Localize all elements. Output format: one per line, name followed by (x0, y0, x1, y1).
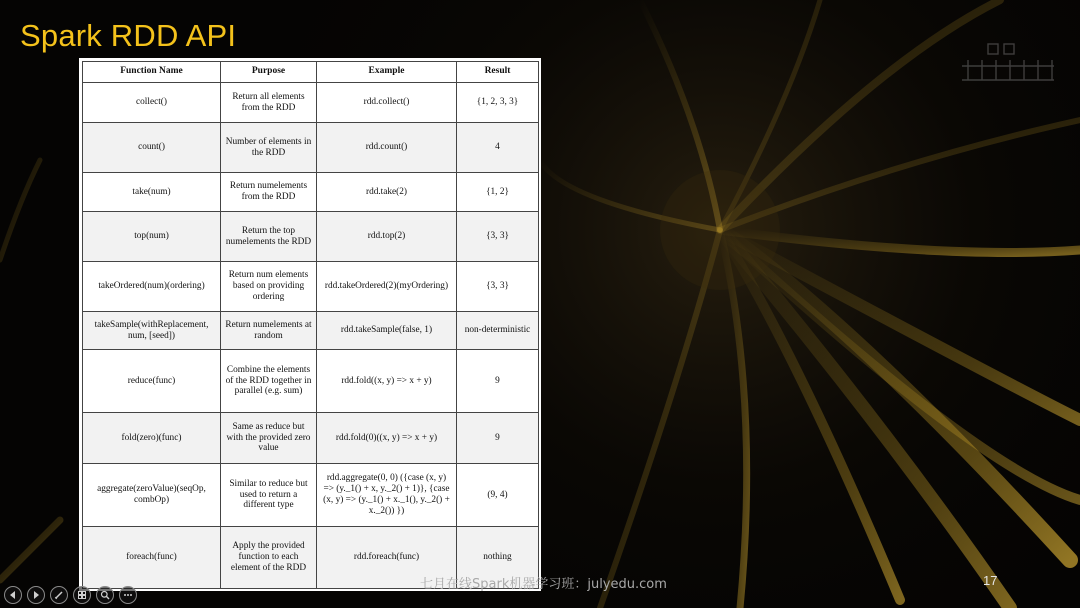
next-icon[interactable] (27, 586, 45, 604)
cell-function: top(num) (83, 212, 221, 262)
header-function-name: Function Name (83, 62, 221, 83)
cell-function: takeOrdered(num)(ordering) (83, 262, 221, 312)
cell-result: {3, 3} (457, 262, 539, 312)
rdd-api-table-frame (79, 58, 541, 591)
cell-function: aggregate(zeroValue)(seqOp, combOp) (83, 464, 221, 527)
slideshow-toolbar (4, 585, 137, 605)
cell-function: fold(zero)(func) (83, 413, 221, 464)
cell-example: rdd.count() (317, 123, 457, 173)
previous-icon[interactable] (4, 586, 22, 604)
table-row (83, 413, 539, 464)
zoom-icon[interactable] (96, 586, 114, 604)
table-row (83, 212, 539, 262)
header-result: Result (457, 62, 539, 83)
table-row (83, 173, 539, 212)
table-row (83, 262, 539, 312)
cell-example: rdd.top(2) (317, 212, 457, 262)
rdd-api-table (82, 61, 539, 589)
cell-function: foreach(func) (83, 527, 221, 589)
cell-function: reduce(func) (83, 350, 221, 413)
table-row (83, 350, 539, 413)
cell-function: collect() (83, 83, 221, 123)
slide-footer: 七月在线Spark机器学习班：julyedu.com (420, 577, 667, 592)
cell-example: rdd.fold(0)((x, y) => x + y) (317, 413, 457, 464)
cell-function: take(num) (83, 173, 221, 212)
table-row (83, 464, 539, 527)
cell-example: rdd.aggregate(0, 0) ({case (x, y) => (y._1() + x, y._2() + 1)}, {case (x, y) => (y._1() + x._1(), y._2() + x._2()) }) (317, 464, 457, 527)
cell-result: 9 (457, 350, 539, 413)
logo-watermark (958, 40, 1058, 90)
table-header-row (83, 62, 539, 83)
cell-example: rdd.foreach(func) (317, 527, 457, 589)
cell-function: count() (83, 123, 221, 173)
cell-example: rdd.takeSample(false, 1) (317, 312, 457, 350)
cell-example: rdd.collect() (317, 83, 457, 123)
cell-purpose: Return the top numelements the RDD (221, 212, 317, 262)
header-purpose: Purpose (221, 62, 317, 83)
cell-purpose: Apply the provided function to each element of the RDD (221, 527, 317, 589)
cell-result: {3, 3} (457, 212, 539, 262)
cell-purpose: Number of elements in the RDD (221, 123, 317, 173)
pen-icon[interactable] (50, 586, 68, 604)
cell-example: rdd.take(2) (317, 173, 457, 212)
more-icon[interactable] (119, 586, 137, 604)
cell-result: (9, 4) (457, 464, 539, 527)
cell-purpose: Combine the elements of the RDD together in parallel (e.g. sum) (221, 350, 317, 413)
cell-result: nothing (457, 527, 539, 589)
table-row (83, 83, 539, 123)
cell-purpose: Return num elements based on providing ordering (221, 262, 317, 312)
cell-result: 4 (457, 123, 539, 173)
cell-example: rdd.takeOrdered(2)(myOrdering) (317, 262, 457, 312)
slides-icon[interactable] (73, 586, 91, 604)
header-example: Example (317, 62, 457, 83)
cell-purpose: Return all elements from the RDD (221, 83, 317, 123)
cell-purpose: Same as reduce but with the provided zero value (221, 413, 317, 464)
table-row (83, 123, 539, 173)
cell-purpose: Return numelements at random (221, 312, 317, 350)
cell-result: non-deterministic (457, 312, 539, 350)
table-row (83, 312, 539, 350)
cell-function: takeSample(withReplacement, num, [seed]) (83, 312, 221, 350)
cell-result: {1, 2} (457, 173, 539, 212)
cell-purpose: Similar to reduce but used to return a different type (221, 464, 317, 527)
cell-purpose: Return numelements from the RDD (221, 173, 317, 212)
page-number: 17 (983, 573, 998, 588)
cell-example: rdd.fold((x, y) => x + y) (317, 350, 457, 413)
cell-result: {1, 2, 3, 3} (457, 83, 539, 123)
cell-result: 9 (457, 413, 539, 464)
slide-title: Spark RDD API (20, 18, 237, 53)
